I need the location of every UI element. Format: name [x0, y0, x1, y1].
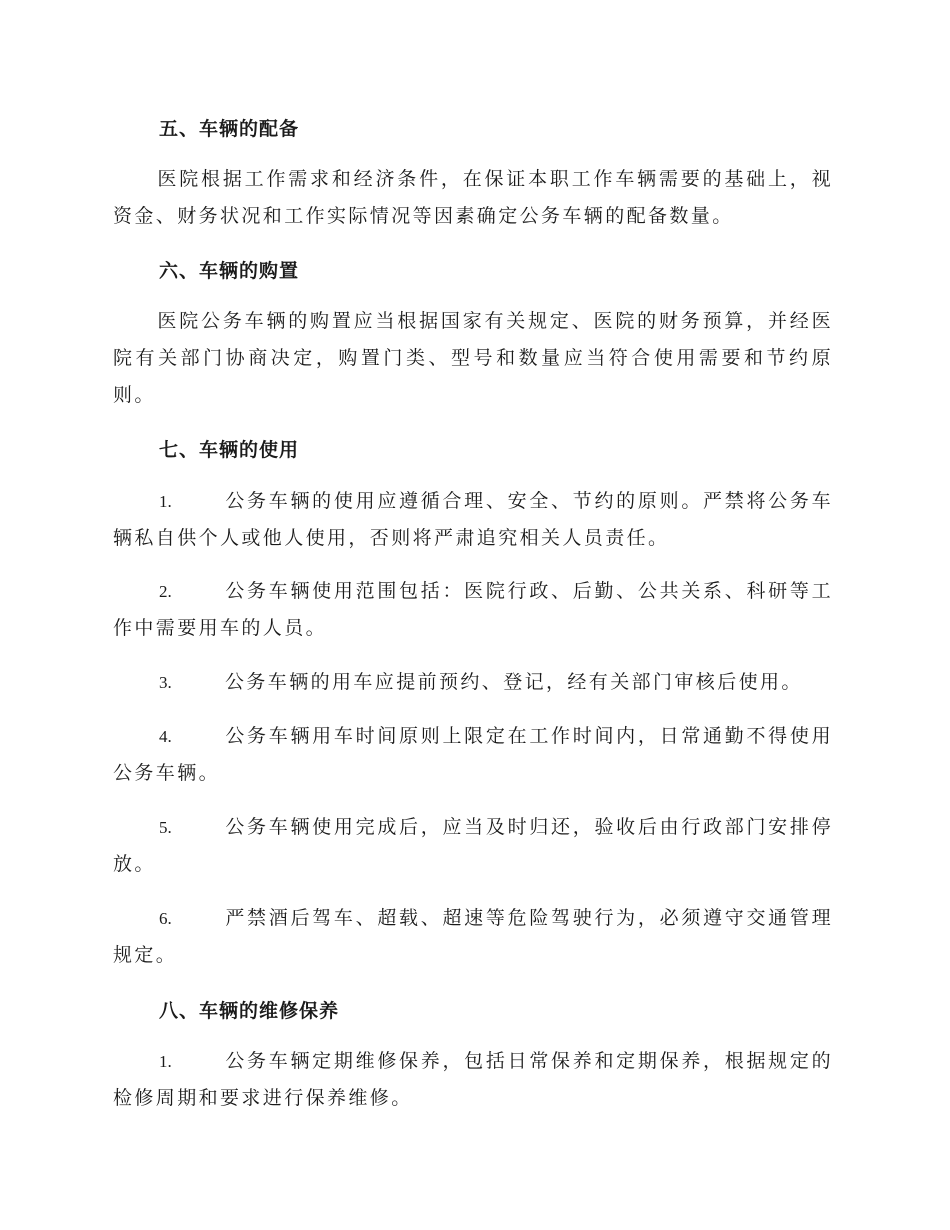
list-item	[113, 483, 833, 557]
section-heading-5: 五、车辆的配备	[159, 118, 300, 140]
list-item-text: 公务车辆定期维修保养，包括日常保养和定期保养，根据规定的检修周期和要求进行保养维修。	[113, 1050, 833, 1109]
section-paragraph-5	[113, 161, 833, 235]
list-item	[113, 900, 833, 974]
section-heading-7: 七、车辆的使用	[159, 439, 300, 461]
list-item-number: 1.	[159, 492, 172, 511]
list-item-text: 公务车辆的用车应提前预约、登记，经有关部门审核后使用。	[225, 671, 803, 693]
list-item-text: 公务车辆用车时间原则上限定在工作时间内，日常通勤不得使用公务车辆。	[113, 725, 833, 784]
section-heading-6: 六、车辆的购置	[159, 260, 300, 282]
list-item	[113, 1043, 833, 1117]
list-item	[113, 718, 833, 792]
list-item-number: 2.	[159, 582, 172, 601]
section-paragraph-6	[113, 303, 833, 414]
section-paragraph-5-text: 医院根据工作需求和经济条件，在保证本职工作车辆需要的基础上，视资金、财务状况和工作实际情况等因素确定公务车辆的配备数量。	[113, 168, 833, 227]
list-item-text: 公务车辆使用范围包括：医院行政、后勤、公共关系、科研等工作中需要用车的人员。	[113, 580, 833, 639]
section-paragraph-6-text: 医院公务车辆的购置应当根据国家有关规定、医院的财务预算，并经医院有关部门协商决定，购置门类、型号和数量应当符合使用需要和节约原则。	[113, 310, 833, 406]
list-item-number: 1.	[159, 1052, 172, 1071]
list-item-text: 严禁酒后驾车、超载、超速等危险驾驶行为，必须遵守交通管理规定。	[113, 907, 833, 966]
list-item-text: 公务车辆使用完成后，应当及时归还，验收后由行政部门安排停放。	[113, 816, 833, 875]
section-heading-8: 八、车辆的维修保养	[159, 1000, 340, 1022]
list-item-text: 公务车辆的使用应遵循合理、安全、节约的原则。严禁将公务车辆私自供个人或他人使用，否则将严肃追究相关人员责任。	[113, 490, 833, 549]
list-item	[113, 664, 833, 701]
list-item	[113, 809, 833, 883]
list-item-number: 6.	[159, 909, 172, 928]
list-item-number: 5.	[159, 818, 172, 837]
list-item-number: 3.	[159, 673, 172, 692]
list-item-number: 4.	[159, 727, 172, 746]
list-item	[113, 573, 833, 647]
